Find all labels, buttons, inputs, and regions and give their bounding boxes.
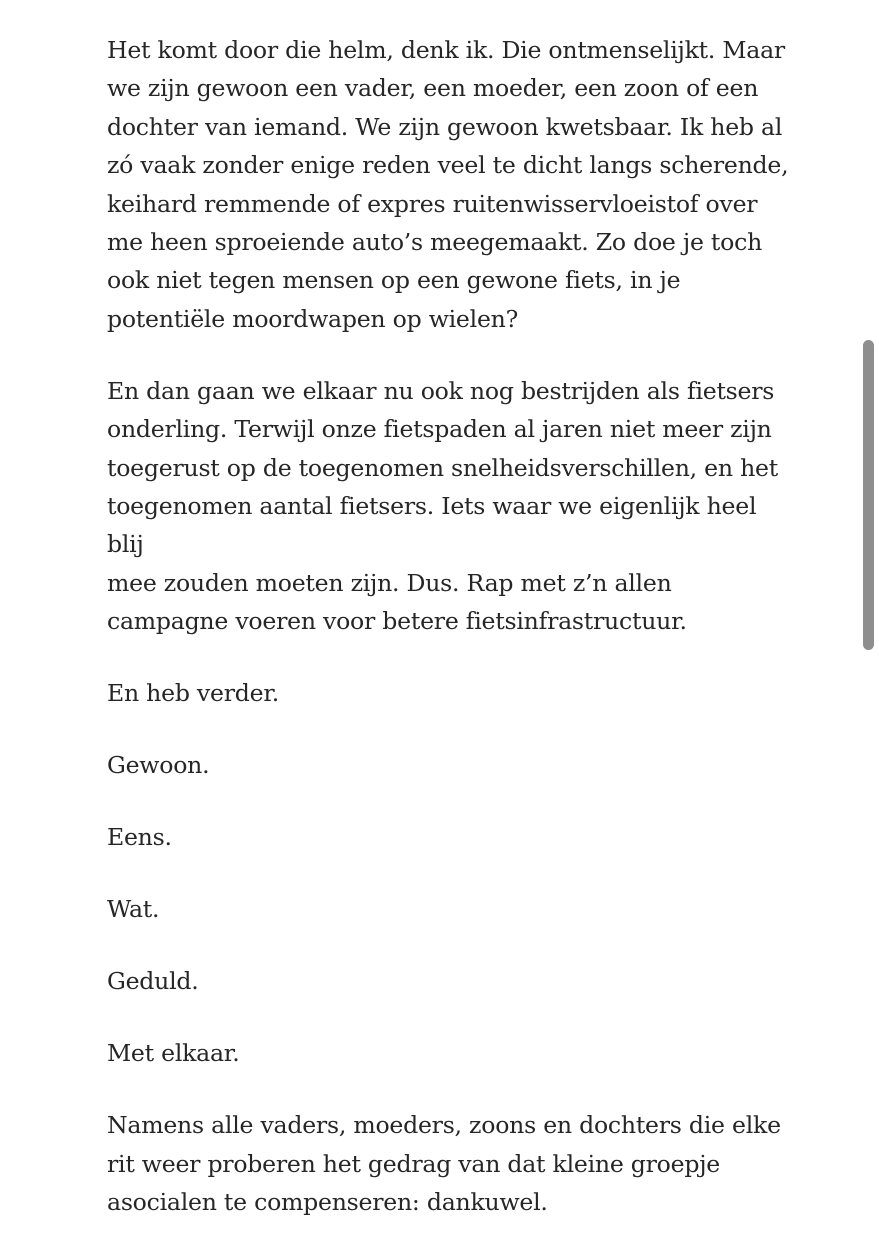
paragraph-met-elkaar: Met elkaar. [107,1039,240,1068]
paragraph-eens: Eens. [107,823,172,852]
paragraph-namens: Namens alle vaders, moeders, zoons en dochters die elke rit weer proberen het gedrag van dat kleine groepje asocialen te compenseren: dankuwel. [107,1111,781,1217]
paragraph-en-heb-verder: En heb verder. [107,679,280,708]
paragraph-fietsers-onderling: En dan gaan we elkaar nu ook nog bestrijden als fietsers onderling. Terwijl onze fietspaden al jaren niet meer zijn toegerust op de toegenomen snelheidsverschillen, en het toegenomen aantal fietsers. Iets waar we eigenlijk heel blij mee zouden moeten zijn. Dus. Rap met z’n allen campagne voeren voor betere fietsinfrastructuur. [107,376,778,636]
paragraph-gewoon: Gewoon. [107,751,210,780]
paragraph-geduld: Geduld. [107,967,199,996]
scrollbar-thumb[interactable] [863,340,874,650]
article-body [107,31,797,1255]
paragraph-helm: Het komt door die helm, denk ik. Die ontmenselijkt. Maar we zijn gewoon een vader, een moeder, een zoon of een dochter van iemand. We zijn gewoon kwetsbaar. Ik heb al zó vaak zonder enige reden veel te dicht langs scherende, keihard remmende of expres ruitenwisservloeistof over me heen sproeiende auto’s meegemaakt. Zo doe je toch ook niet tegen mensen op een gewone fiets, in je potentiële moordwapen op wielen? [107,36,789,333]
paragraph-wat: Wat. [107,895,160,924]
